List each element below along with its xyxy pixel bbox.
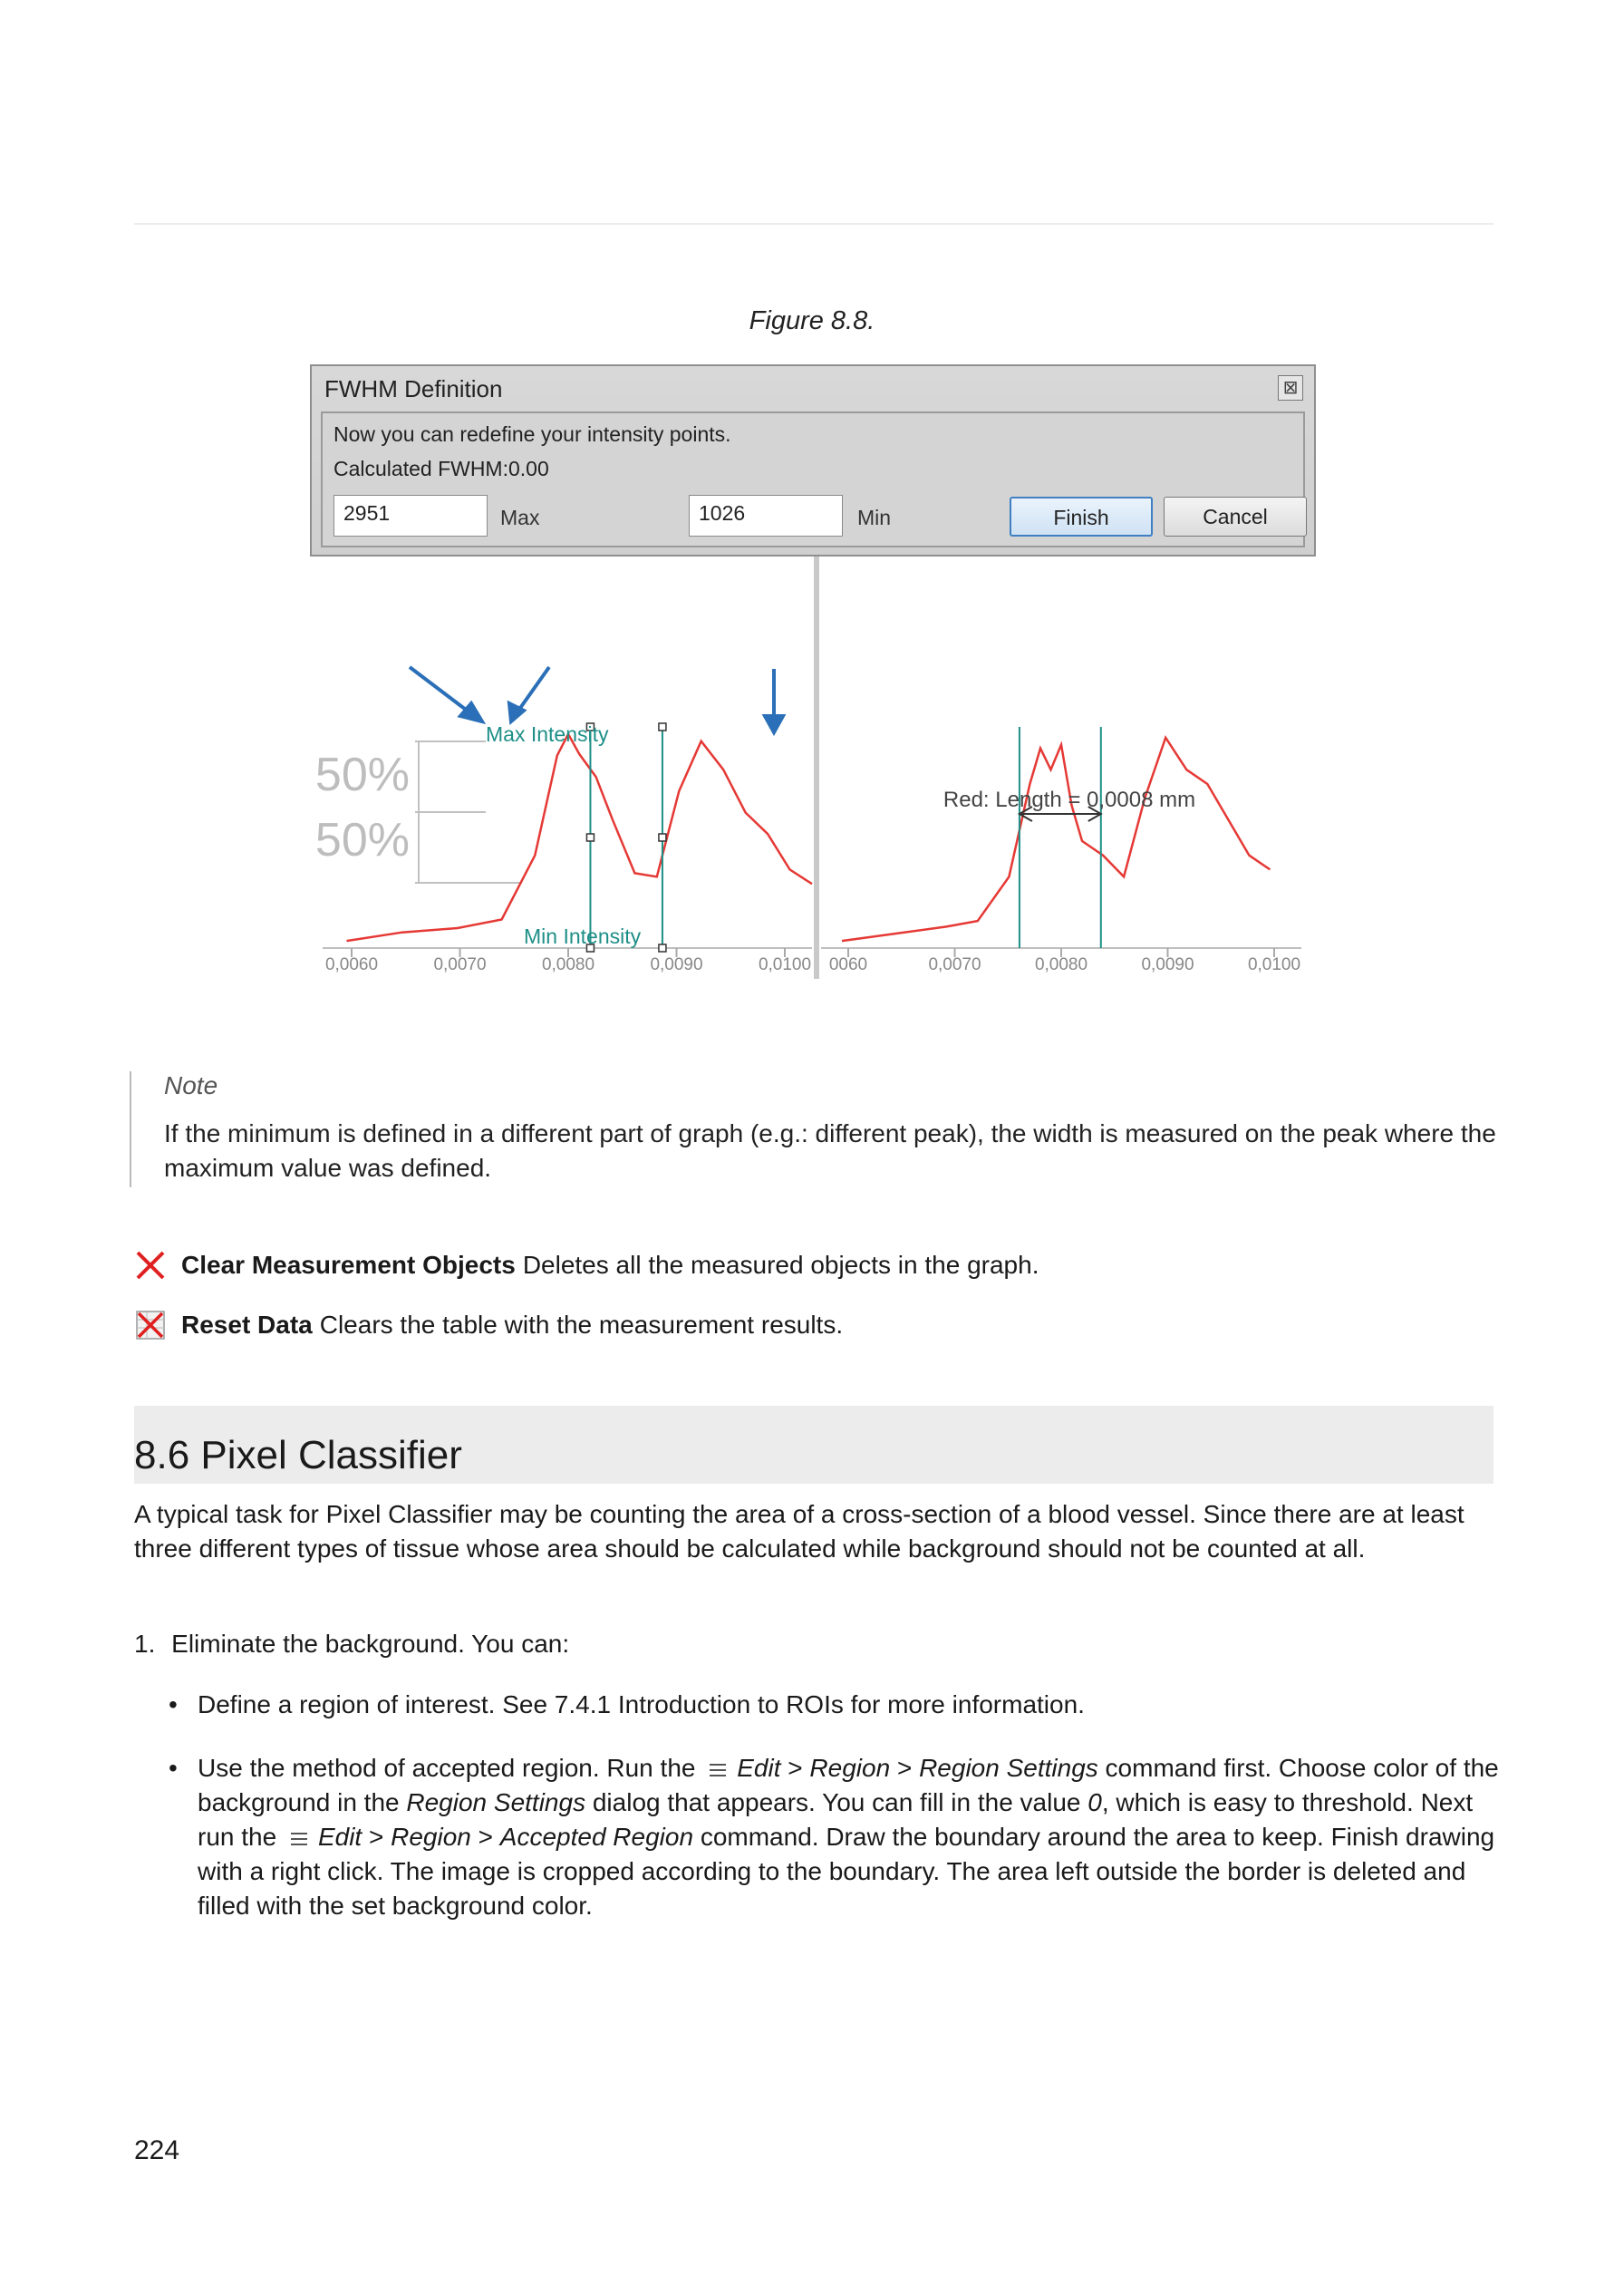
menu-region-settings: Region Settings [919,1754,1098,1782]
x-tick-label: 0,0090 [1141,955,1194,974]
length-measurement: Red: Length = 0,0008 mm [942,788,1196,812]
half-label-upper: 50% [314,749,410,801]
clear-measurement-item [134,1249,1039,1282]
x-tick-label: 0,0100 [1247,955,1301,974]
figure-fwhm [304,361,1325,1015]
bullet-dot: • [169,1754,178,1782]
clear-measurement-icon[interactable] [134,1249,167,1282]
section-intro: A typical task for Pixel Classifier may be counting the area of a cross-section of a blood vessel. Since there are at least three different types of tissue whose area should be calculated while background should not be counted at all. [134,1500,1464,1563]
bullet2-text-4: , which is easy to threshold. Next run the [198,1788,1474,1851]
x-tick-label: 0,0090 [650,955,703,974]
x-tick-label: 0060 [828,955,868,974]
region-settings-dialog-ref: Region Settings [406,1788,586,1816]
max-value-input[interactable]: 2951 [334,495,488,537]
menu-icon [708,1762,728,1778]
x-tick-label: 0,0100 [758,955,812,974]
bullet-accepted-region [169,1751,1501,1932]
section-header [134,1406,1494,1484]
page-number: 224 [134,2135,180,2165]
header-rule [134,223,1494,225]
bullet2-text-3: dialog that appears. You can fill in the value [592,1788,1081,1816]
bullet-dot: • [169,1690,178,1718]
clear-measurement-name: Clear Measurement Objects [181,1251,516,1279]
clear-measurement-desc: Deletes all the measured objects in the graph. [522,1251,1039,1279]
step-1-text: Eliminate the background. You can: [171,1630,570,1658]
menu-region: Region [391,1823,471,1851]
reset-data-item [134,1309,843,1341]
line-handle[interactable] [659,723,666,731]
reset-data-desc: Clears the table with the measurement results. [319,1311,844,1339]
panel-divider [814,553,819,979]
menu-edit: Edit [737,1754,781,1782]
menu-separator: > [788,1754,803,1782]
finish-pointer-head [765,716,783,732]
max-label: Max [500,506,540,529]
reset-data-name: Reset Data [181,1311,313,1339]
bullet2-text-1: Use the method of accepted region. Run the [198,1754,696,1782]
x-tick-label: 0,0080 [541,955,595,974]
value-zero: 0 [1088,1788,1102,1816]
dialog-instruction: Now you can redefine your intensity points. [334,422,731,446]
min-value-input[interactable]: 1026 [689,495,843,537]
note-body: If the minimum is defined in a different part of graph (e.g.: different peak), the width is measured on the peak where the maximum value was defined. [164,1119,1496,1182]
reset-data-icon[interactable] [134,1309,167,1341]
x-tick-label: 0,0070 [433,955,487,974]
dialog-body [321,411,1305,547]
min-intensity-label: Min Intensity [524,924,642,948]
bullet2-text-2: command first. Choose color of the background in the [198,1754,1499,1816]
figure-caption: Figure 8.8. [749,306,875,335]
close-icon[interactable]: ⊠ [1278,375,1303,401]
menu-separator: > [368,1823,384,1851]
min-pointer-arrow [518,667,549,711]
bullet2-text-5: command. Draw the boundary around the area to keep. Finish drawing with a right click. The image is cropped according to the boundary. The area left outside the border is deleted and filled with the set background color. [198,1823,1495,1920]
right-x-ticks [829,948,1300,974]
menu-icon [289,1831,309,1847]
bullet-roi [169,1688,1501,1724]
note-box [130,1071,1498,1187]
bullet-accepted-region-text [198,1751,1501,1923]
menu-accepted-region: Accepted Region [499,1823,694,1851]
max-pointer-arrow [410,667,469,712]
right-intensity-line [842,738,1270,941]
line-handles[interactable] [586,723,665,952]
line-handle[interactable] [659,944,666,952]
x-tick-label: 0,0070 [928,955,981,974]
max-intensity-label: Max Intensity [486,722,609,746]
menu-edit: Edit [317,1823,362,1851]
fwhm-dialog [310,364,1316,557]
step-1-number: 1. [134,1630,156,1658]
dialog-title: FWHM Definition [324,375,503,402]
bullet-roi-text: Define a region of interest. See 7.4.1 Introduction to ROIs for more information. [198,1690,1085,1718]
calculated-fwhm: Calculated FWHM:0.00 [334,457,549,480]
left-x-ticks [325,948,811,974]
finish-button[interactable]: Finish [1010,497,1153,537]
step-1 [134,1630,569,1659]
x-tick-label: 0,0080 [1034,955,1088,974]
menu-separator: > [896,1754,913,1782]
cancel-button[interactable]: Cancel [1164,497,1307,537]
line-handle[interactable] [659,834,666,841]
line-handle[interactable] [586,834,594,841]
menu-separator: > [478,1823,493,1851]
x-tick-label: 0,0060 [324,955,379,974]
note-title: Note [164,1071,218,1099]
half-label-lower: 50% [314,814,410,866]
menu-region: Region [809,1754,891,1782]
left-intensity-line [347,734,813,941]
section-title: 8.6 Pixel Classifier [134,1433,462,1477]
min-label: Min [857,506,892,529]
